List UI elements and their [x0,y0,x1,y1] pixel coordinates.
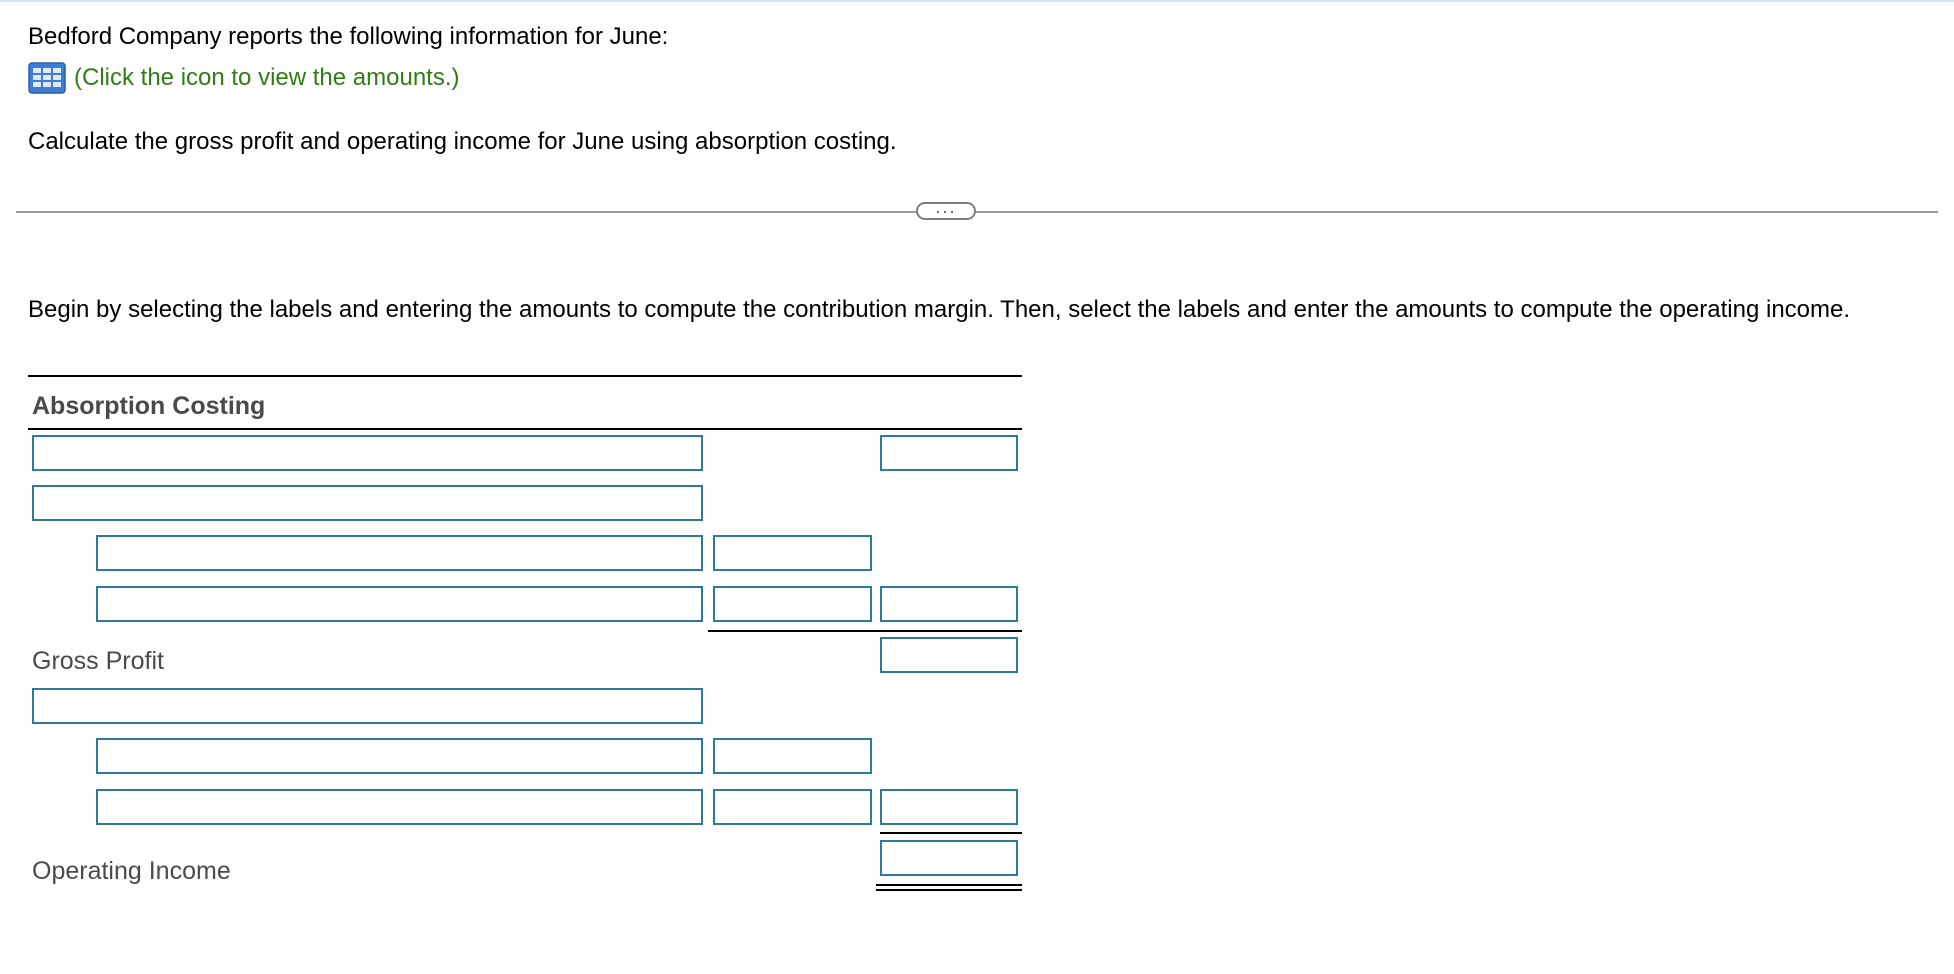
row4-total-input[interactable] [880,586,1018,622]
row7-amount-input[interactable] [713,738,872,774]
row8-label-input[interactable] [96,789,703,825]
subtotal-rule [708,630,1022,632]
row7-label-input[interactable] [96,738,703,774]
operating-income-label: Operating Income [32,857,231,885]
row4-amount-input[interactable] [713,586,872,622]
operating-income-total-input[interactable] [880,840,1018,876]
double-rule-bottom [876,889,1022,891]
intro-text: Bedford Company reports the following information for June: [28,23,669,50]
worksheet-top-rule [28,375,1022,377]
question-stem [28,22,1928,180]
row4-label-input[interactable] [96,586,703,622]
row1-label-input[interactable] [32,435,703,471]
data-table-link[interactable] [28,62,1928,94]
row2-label-input[interactable] [32,485,703,521]
ellipsis-icon: ... [935,197,957,217]
data-link-text[interactable]: (Click the icon to view the amounts.) [74,64,460,91]
double-rule-top [876,884,1022,886]
absorption-costing-worksheet [28,375,1022,895]
worksheet-title: Absorption Costing [32,392,266,420]
operating-subtotal-rule [880,832,1022,834]
instruction-text: Begin by selecting the labels and entering the amounts to compute the contribution margin. Then, select the labels and enter the amounts to compute the operating income. [28,296,1851,323]
row3-label-input[interactable] [96,535,703,571]
question-text: Calculate the gross profit and operating income for June using absorption costing. [28,128,897,155]
table-icon[interactable] [28,62,66,94]
row6-label-input[interactable] [32,688,703,724]
row8-amount-input[interactable] [713,789,872,825]
row3-amount-input[interactable] [713,535,872,571]
gross-profit-label: Gross Profit [32,647,164,675]
gross-profit-total-input[interactable] [880,637,1018,673]
section-divider [16,211,1938,213]
row8-total-input[interactable] [880,789,1018,825]
worksheet-title-rule [28,428,1022,430]
row1-total-input[interactable] [880,435,1018,471]
expand-button[interactable] [916,197,976,220]
